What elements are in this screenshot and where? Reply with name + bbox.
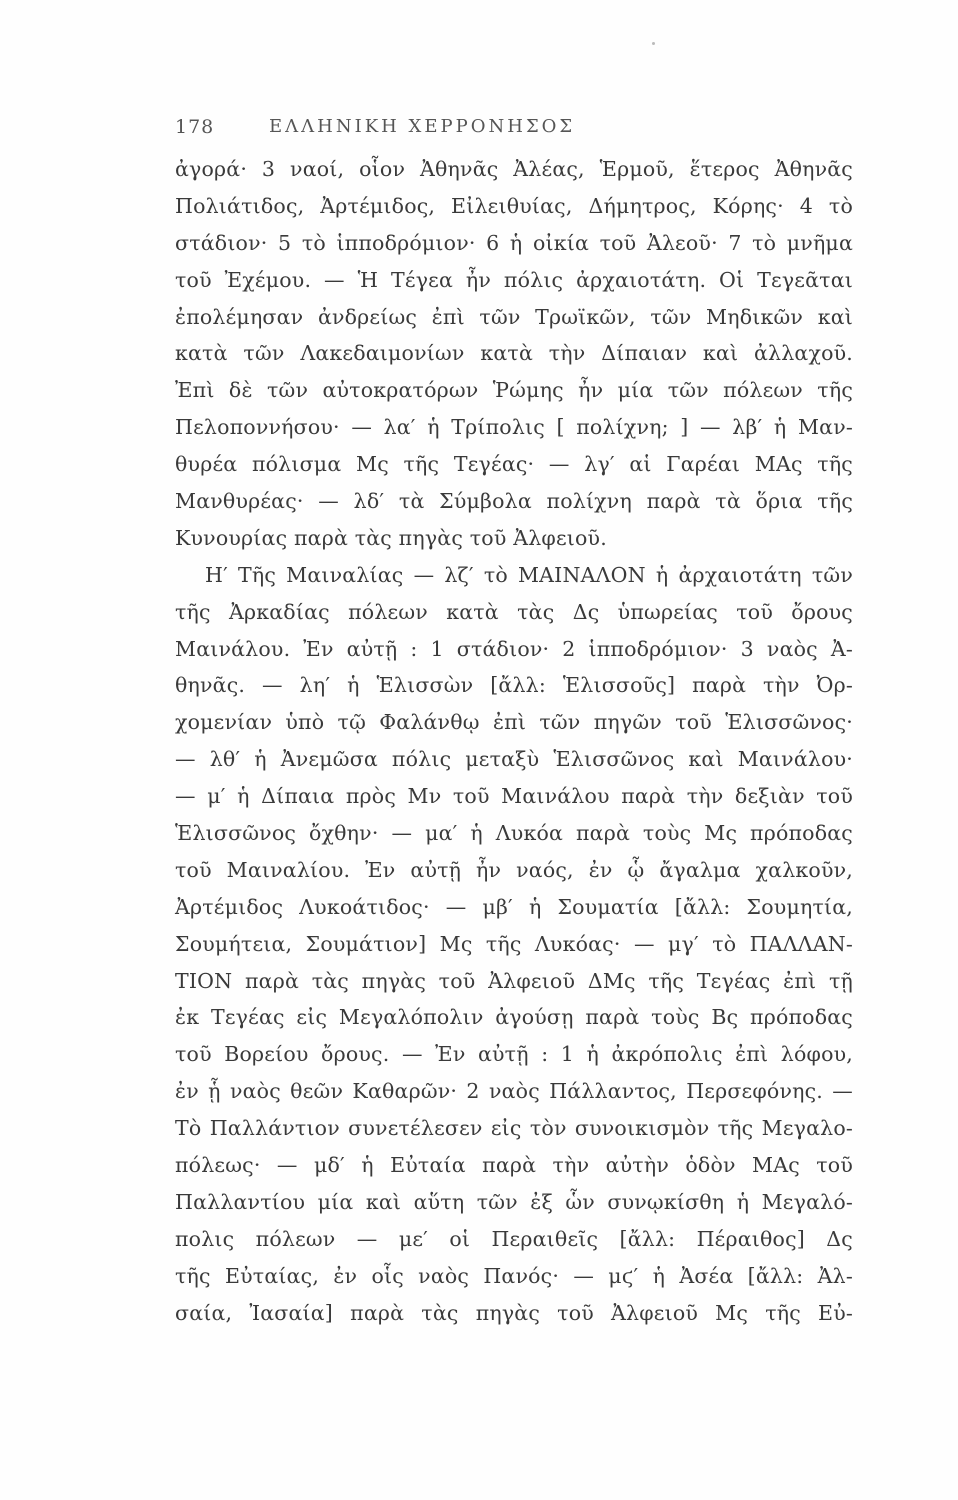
text-line: Παλλαντίου μία καὶ αὕτη τῶν ἐξ ὧν συνῳκίσθη ἡ Μεγαλό- <box>175 1189 853 1214</box>
text-line: στάδιον· 5 τὸ ἱπποδρόμιον· 6 ἡ οἰκία τοῦ Ἀλεοῦ· 7 τὸ μνῆμα <box>175 230 853 255</box>
text-line: τῆς Εὐταίας, ἐν οἷς ναὸς Πανός· — μϛ′ ἡ Ἀσέα [ἄλλ: Ἀλ- <box>175 1263 853 1288</box>
text-line: Μαινάλου. Ἐν αὐτῇ : 1 στάδιον· 2 ἱπποδρόμιον· 3 ναὸς Ἀ- <box>175 636 853 661</box>
text-line: ἐν ᾗ ναὸς θεῶν Καθαρῶν· 2 ναὸς Πάλλαντος, Περσεφόνης. — <box>175 1079 853 1104</box>
text-line: Η′ Τῆς Μαιναλίας — λζ′ τὸ ΜΑΙΝΑΛΟΝ ἡ ἀρχαιοτάτη τῶν <box>205 562 853 587</box>
text-line: τῆς Ἀρκαδίας πόλεων κατὰ τὰς Δς ὑπωρείας τοῦ ὄρους <box>175 599 853 624</box>
text-line: Σουμήτεια, Σουμάτιον] Μς τῆς Λυκόας· — μγ′ τὸ ΠΑΛΛΑΝ- <box>175 931 853 956</box>
text-line: Μανθυρέας· — λδ′ τὰ Σύμβολα πολίχνη παρὰ τὰ ὅρια τῆς <box>175 489 853 514</box>
text-line: Ἐπὶ δὲ τῶν αὐτοκρατόρων Ῥώμης ἦν μία τῶν πόλεων τῆς <box>175 378 853 403</box>
text-line: τοῦ Μαιναλίου. Ἐν αὐτῇ ἦν ναός, ἐν ᾧ ἄγαλμα χαλκοῦν, <box>175 857 853 882</box>
text-line: κατὰ τῶν Λακεδαιμονίων κατὰ τὴν Δίπαιαν καὶ ἀλλαχοῦ. <box>175 341 853 366</box>
body-text <box>175 151 853 1332</box>
text-line: πόλεως· — μδ′ ἡ Εὐταία παρὰ τὴν αὐτὴν ὁδὸν ΜΑς τοῦ <box>175 1153 853 1178</box>
text-line: ἀγορά· 3 ναοί, οἷον Ἀθηνᾶς Ἀλέας, Ἑρμοῦ, ἕτερος Ἀθηνᾶς <box>175 157 853 181</box>
text-line: Κυνουρίας παρὰ τὰς πηγὰς τοῦ Ἀλφειοῦ. <box>175 525 607 550</box>
text-line: θυρέα πόλισμα Μς τῆς Τεγέας· — λγ′ αἱ Γαρέαι ΜΑς τῆς <box>175 452 853 477</box>
text-line: ΤΙΟΝ παρὰ τὰς πηγὰς τοῦ Ἀλφειοῦ ΔΜς τῆς Τεγέας ἐπὶ τῇ <box>175 968 853 993</box>
text-line: Ἀρτέμιδος Λυκοάτιδος· — μβ′ ἡ Σουματία [ἄλλ: Σουμητία, <box>175 894 853 919</box>
running-title: ΕΛΛΗΝΙΚΗ ΧΕΡΡΟΝΗΣΟΣ <box>269 116 576 137</box>
text-line: — λθ′ ἡ Ἀνεμῶσα πόλις μεταξὺ Ἑλισσῶνος καὶ Μαινάλου· <box>175 747 853 772</box>
page-number: 178 <box>175 116 215 138</box>
text-line: Πολιάτιδος, Ἀρτέμιδος, Εἰλειθυίας, Δήμητρος, Κόρης· 4 τὸ <box>175 193 853 218</box>
text-line: θηνᾶς. — λη′ ἡ Ἑλισσὼν [ἄλλ: Ἑλισσοῦς] παρὰ τὴν Ὀρ- <box>175 673 853 698</box>
text-line: σαία, Ἰασαία] παρὰ τὰς πηγὰς τοῦ Ἀλφειοῦ Μς τῆς Εὐ- <box>175 1300 853 1325</box>
text-line: τοῦ Ἐχέμου. — Ἡ Τέγεα ἦν πόλις ἀρχαιοτάτη. Οἱ Τεγεᾶται <box>175 267 853 292</box>
text-line: Τὸ Παλλάντιον συνετέλεσεν εἰς τὸν συνοικισμὸν τῆς Μεγαλο- <box>175 1116 853 1141</box>
text-line: Ἑλισσῶνος ὄχθην· — μα′ ἡ Λυκόα παρὰ τοὺς Μς πρόποδας <box>175 821 853 846</box>
text-line: Πελοποννήσου· — λα′ ἡ Τρίπολις [ πολίχνη; ] — λβ′ ἡ Μαν- <box>175 415 853 440</box>
text-line: ἐπολέμησαν ἀνδρείως ἐπὶ τῶν Τρωϊκῶν, τῶν Μηδικῶν καὶ <box>175 304 853 329</box>
text-line: — μ′ ἡ Δίπαια πρὸς Μν τοῦ Μαινάλου παρὰ τὴν δεξιὰν τοῦ <box>175 784 853 809</box>
text-line: τοῦ Βορείου ὄρους. — Ἐν αὐτῇ : 1 ἡ ἀκρόπολις ἐπὶ λόφου, <box>175 1042 853 1067</box>
text-line: ἐκ Τεγέας εἰς Μεγαλόπολιν ἀγούσῃ παρὰ τοὺς Βς πρόποδας <box>175 1005 853 1030</box>
text-line: πολις πόλεων — με′ οἱ Περαιθεῖς [ἄλλ: Πέραιθος] Δς <box>175 1226 853 1251</box>
text-line: χομενίαν ὑπὸ τῷ Φαλάνθῳ ἐπὶ τῶν πηγῶν τοῦ Ἑλισσῶνος· <box>175 710 853 735</box>
paper-speck <box>652 42 655 45</box>
page-header <box>175 116 850 146</box>
